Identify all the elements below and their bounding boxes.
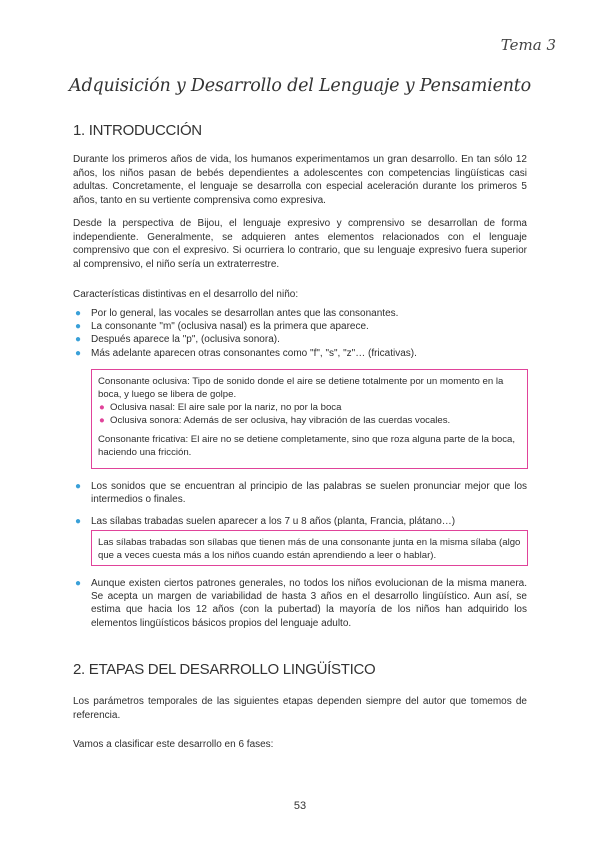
list-item: ● Oclusiva sonora: Además de ser oclusiva, hay vibración de las cuerdas vocales. — [99, 415, 451, 426]
bullet-icon: ● — [75, 481, 82, 492]
variability-list — [73, 577, 527, 630]
bullet-icon: ● — [75, 321, 82, 333]
bullet-icon: ● — [75, 308, 82, 319]
stages-paragraph-2: Vamos a clasificar este desarrollo en 6 fases: — [73, 739, 274, 750]
list-item: ● Después aparece la "p", (oclusiva sonora). — [75, 334, 280, 346]
list-item: ● Los sonidos que se encuentran al principio de las palabras se suelen pronunciar mejor que los intermedios o finales. — [75, 481, 527, 506]
list-item: ● Más adelante aparecen otras consonantes como "f", "s", "z"… (fricativas). — [75, 347, 417, 359]
definition-oclusiva: Consonante oclusiva: Tipo de sonido donde el aire se detiene totalmente por un momento en la boca, y luego se libera de golpe. — [98, 376, 504, 400]
bullet-icon: ● — [75, 516, 82, 528]
intro-paragraph-1: Durante los primeros años de vida, los humanos experimentamos un gran desarrollo. En tan sólo 12 años, los niños pasan de bebés dependientes a adolescentes con competencias lingüísticas casi adultas. Concretamente, el lenguaje se desarrolla con especial aceleración durante los primeros 5 años, tanto en su vertiente comprensiva como expresiva. — [73, 154, 527, 206]
list-item: ● Las sílabas trabadas suelen aparecer a los 7 u 8 años (planta, Francia, plátano…) — [75, 516, 456, 528]
topic-label: Tema 3 — [500, 36, 556, 54]
characteristics-lead: Características distintivas en el desarrollo del niño: — [73, 289, 299, 300]
definition-sublist — [98, 401, 521, 427]
intro-paragraph-2: Desde la perspectiva de Bijou, el lenguaje expresivo y comprensivo se desarrollan de forma independiente. Generalmente, se adquieren antes elementos relacionados con el lenguaje comprensivo que con el expresivo. Si ocurriera lo contrario, que su lenguaje expresivo fuera superior al comprensivo, el niño sería un extraterrestre. — [73, 218, 527, 270]
definition-box-syllables: Las sílabas trabadas son sílabas que tienen más de una consonante junta en la misma sílaba (algo que a veces cuesta más a los niños cuando están aprendiendo a leer o hablar). — [91, 530, 528, 566]
sounds-list — [73, 480, 527, 529]
characteristics-list — [73, 307, 527, 360]
page-title: Adquisición y Desarrollo del Lenguaje y Pensamiento — [69, 76, 531, 96]
list-item: ● Por lo general, las vocales se desarrollan antes que las consonantes. — [75, 308, 399, 319]
list-item: ● Oclusiva nasal: El aire sale por la nariz, no por la boca — [99, 402, 342, 413]
section-2-heading: 2. ETAPAS DEL DESARROLLO LINGÜÍSTICO — [73, 661, 376, 678]
definition-fricativa: Consonante fricativa: El aire no se detiene completamente, sino que roza alguna parte de la boca, haciendo una fricción. — [98, 434, 516, 458]
stages-paragraph-1: Los parámetros temporales de las siguientes etapas dependen siempre del autor que tomemos de referencia. — [73, 696, 527, 721]
bullet-icon: ● — [75, 334, 82, 346]
bullet-icon: ● — [99, 415, 105, 426]
bullet-icon: ● — [75, 578, 82, 589]
definition-box-consonants — [91, 369, 528, 469]
bullet-icon: ● — [99, 402, 105, 413]
list-item: ● Aunque existen ciertos patrones generales, no todos los niños evolucionan de la misma manera. Se acepta un margen de variabilidad de hasta 3 años en el desarrollo lingüístico. Aun así, se estima que hacia los 12 años (con la pubertad) la mayoría de los niños han adquirido los elementos lingüísticos básicos propios del lenguaje adulto. — [75, 578, 527, 629]
section-1-heading: 1. INTRODUCCIÓN — [73, 122, 202, 139]
list-item: ● La consonante "m" (oclusiva nasal) es la primera que aparece. — [75, 321, 369, 333]
page-number: 53 — [293, 800, 307, 812]
bullet-icon: ● — [75, 347, 82, 359]
